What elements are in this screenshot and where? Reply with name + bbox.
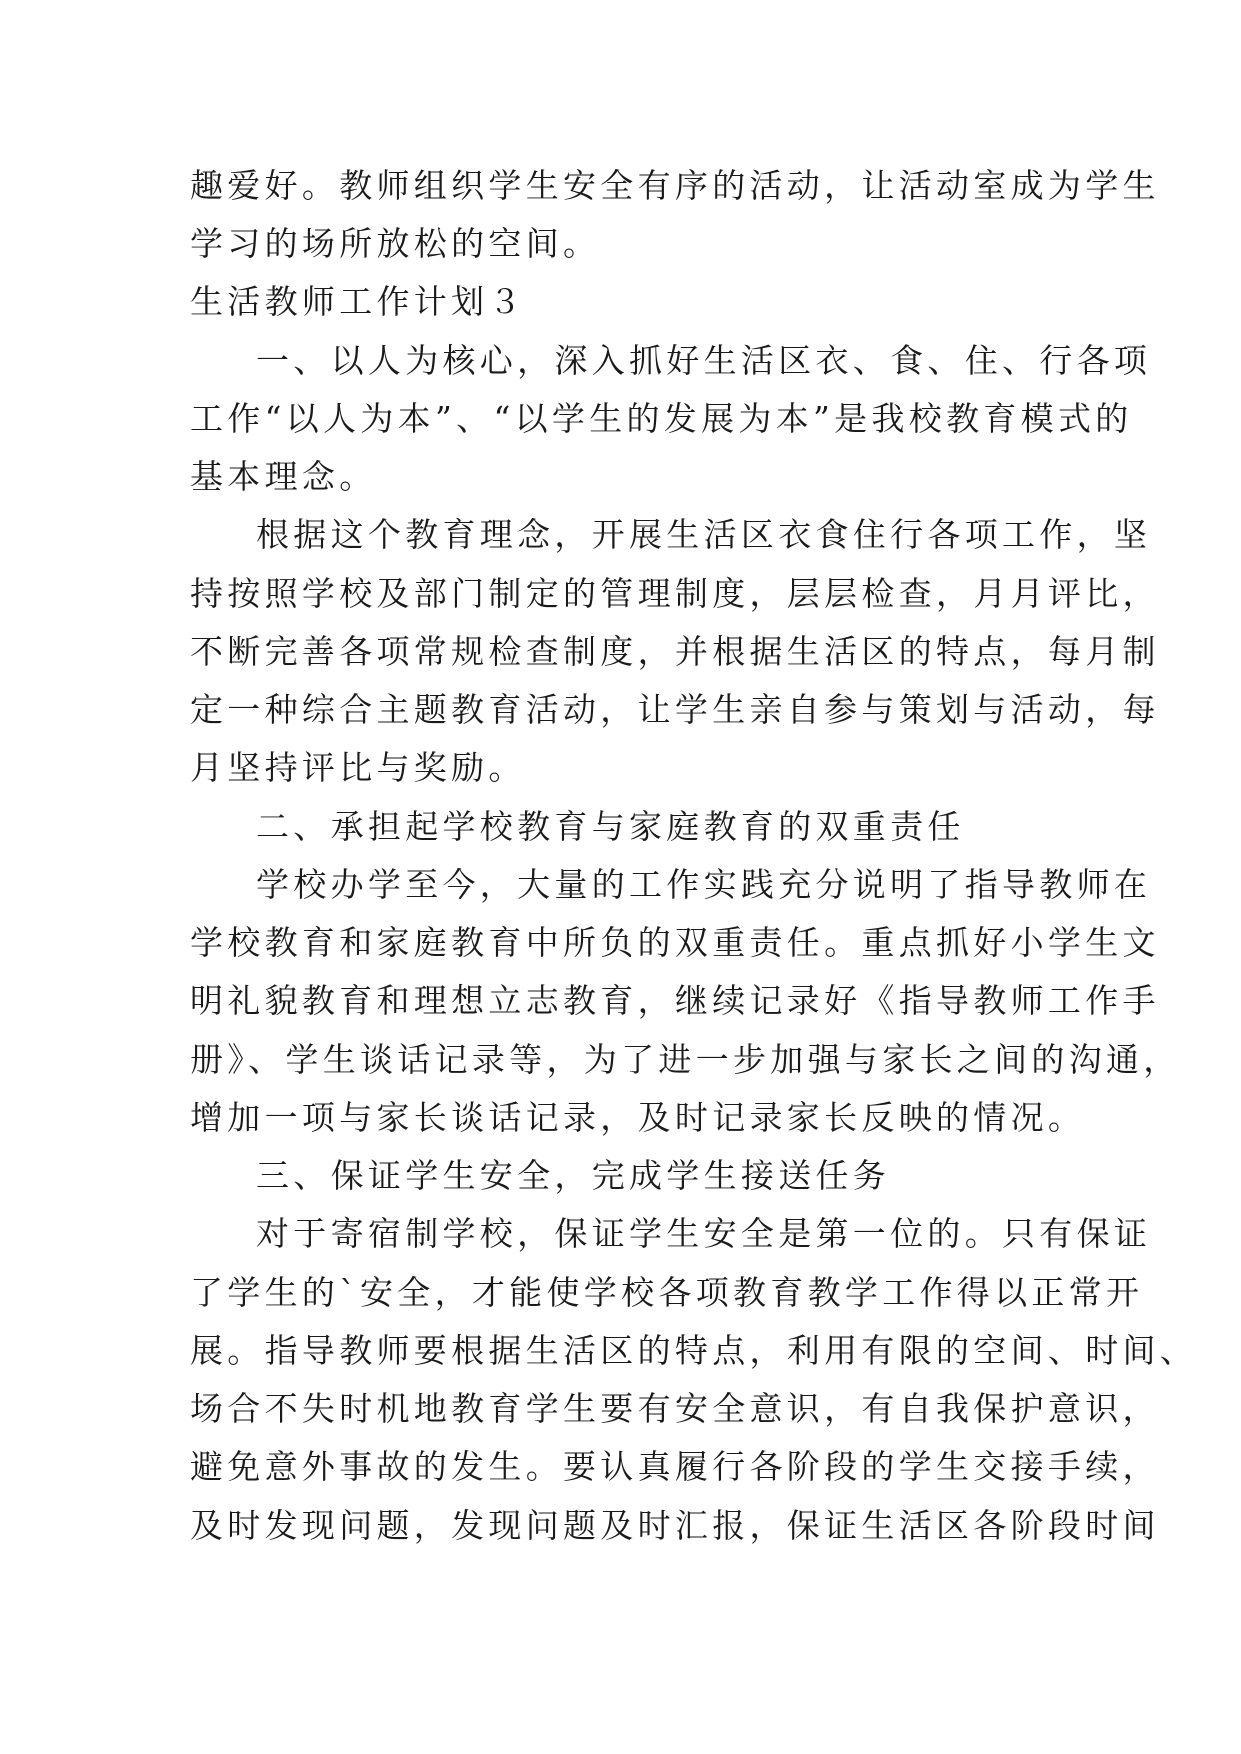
text-line: 持按照学校及部门制定的管理制度，层层检查，月月评比， — [190, 574, 1160, 613]
paragraph-start: 学校办学至今，大量的工作实践充分说明了指导教师在 — [256, 865, 1152, 904]
text-line: 定一种综合主题教育活动，让学生亲自参与策划与活动，每 — [190, 690, 1160, 729]
text-line: 基本理念。 — [190, 457, 377, 496]
paragraph-heading: 一、以人为核心，深入抓好生活区衣、食、住、行各项 — [256, 341, 1152, 380]
text-line: 月坚持评比与奖励。 — [190, 748, 526, 787]
text-line: 趣爱好。教师组织学生安全有序的活动，让活动室成为学生 — [190, 166, 1160, 205]
text-line: 册》、学生谈话记录等，为了进一步加强与家长之间的沟通， — [190, 1040, 1181, 1079]
text-line: 避免意外事故的发生。要认真履行各阶段的学生交接手续， — [190, 1447, 1160, 1486]
text-line: 不断完善各项常规检查制度，并根据生活区的特点，每月制 — [190, 632, 1160, 671]
section-heading: 生活教师工作计划３ — [190, 282, 526, 321]
text-line: 学习的场所放松的空间。 — [190, 224, 601, 263]
text-line: 学校教育和家庭教育中所负的双重责任。重点抓好小学生文 — [190, 923, 1160, 962]
text-line: 及时发现问题，发现问题及时汇报，保证生活区各阶段时间 — [190, 1506, 1160, 1545]
paragraph-heading: 三、保证学生安全，完成学生接送任务 — [256, 1156, 891, 1195]
text-line: 场合不失时机地教育学生要有安全意识，有自我保护意识， — [190, 1389, 1160, 1428]
text-line: 明礼貌教育和理想立志教育，继续记录好《指导教师工作手 — [190, 981, 1160, 1020]
text-line: 了学生的`安全，才能使学校各项教育教学工作得以正常开 — [190, 1273, 1144, 1312]
text-line: 展。指导教师要根据生活区的特点，利用有限的空间、时间、 — [190, 1331, 1198, 1370]
paragraph-heading: 二、承担起学校教育与家庭教育的双重责任 — [256, 807, 965, 846]
text-line: 工作“以人为本”、“以学生的发展为本”是我校教育模式的 — [190, 399, 1133, 438]
paragraph-start: 对于寄宿制学校，保证学生安全是第一位的。只有保证 — [256, 1214, 1152, 1253]
paragraph-start: 根据这个教育理念，开展生活区衣食住行各项工作，坚 — [256, 515, 1152, 554]
text-line: 增加一项与家长谈话记录，及时记录家长反映的情况。 — [190, 1098, 1086, 1137]
